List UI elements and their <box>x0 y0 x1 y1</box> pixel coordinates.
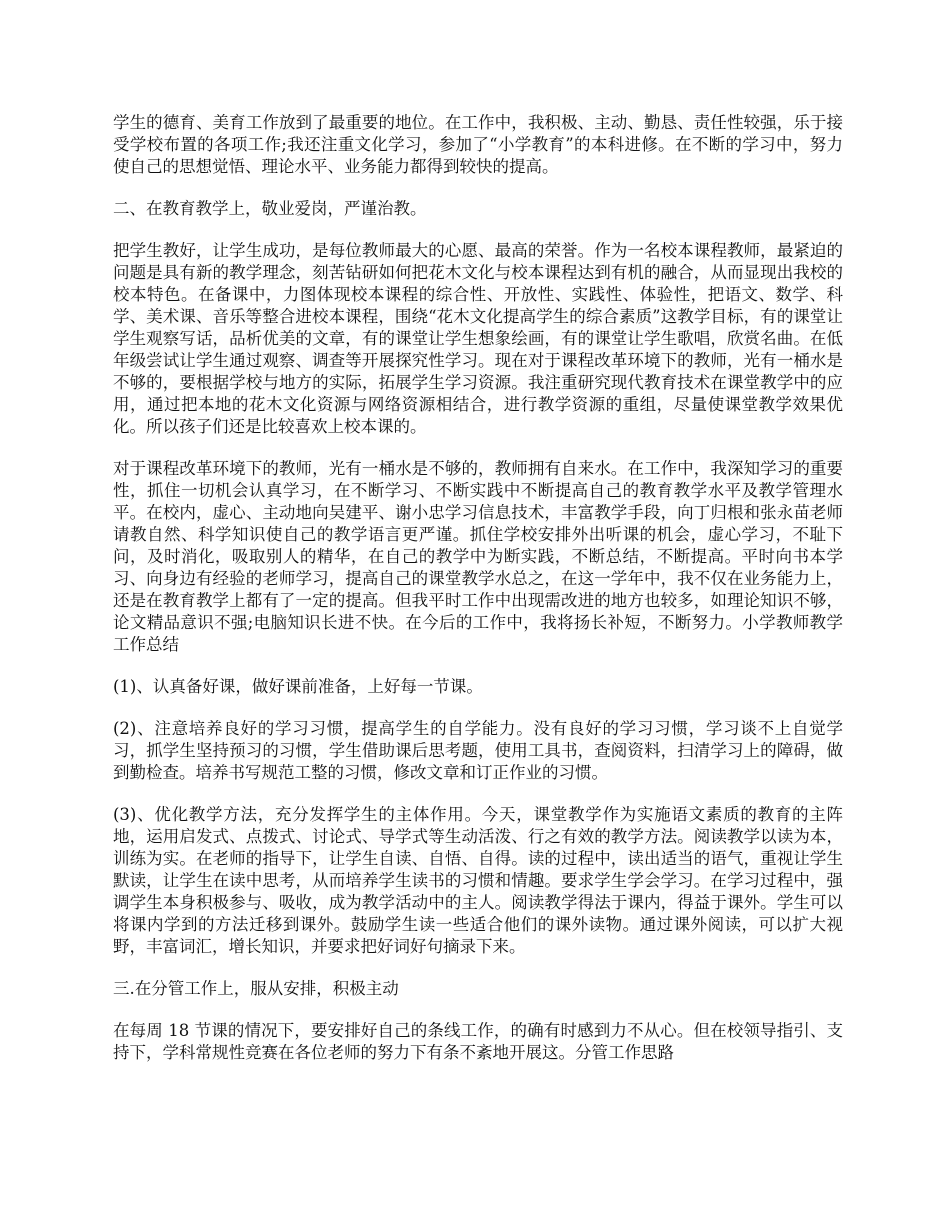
section-heading-teaching: 二、在教育教学上，敬业爱岗，严谨治教。 <box>113 199 427 218</box>
section-heading-management: 三.在分管工作上，服从安排，积极主动 <box>113 979 399 998</box>
paragraph-moral-education: 学生的德育、美育工作放到了最重要的地位。在工作中，我积极、主动、勤恳、责任性较强，乐于接受学校布置的各项工作;我还注重文化学习，参加了“小学教育”的本科进修。在不断的学习中，努力使自己的思想觉悟、理论水平、业务能力都得到较快的提高。 <box>113 113 843 176</box>
paragraph-continuous-learning: 对于课程改革环境下的教师，光有一桶水是不够的，教师拥有自来水。在工作中，我深知学习的重要性，抓住一切机会认真学习，在不断学习、不断实践中不断提高自己的教育教学水平及教学管理水平。在校内，虚心、主动地向吴建平、谢小忠学习信息技术，丰富教学手段，向丁归根和张永苗老师请教自然、科学知识使自己的教学语言更严谨。抓住学校安排外出听课的机会，虚心学习，不耻下问，及时消化，吸取别人的精华，在自己的教学中为断实践，不断总结，不断提高。平时向书本学习、向身边有经验的老师学习，提高自己的课堂教学水总之，在这一学年中，我不仅在业务能力上，还是在教育教学上都有了一定的提高。但我平时工作中出现需改进的地方也较多，如理论知识不够，论文精品意识不强;电脑知识长进不快。在今后的工作中，我将扬长补短，不断努力。小学教师教学工作总结 <box>113 459 843 654</box>
list-item-teaching-methods: (3)、优化教学方法，充分发挥学生的主体作用。今天，课堂教学作为实施语文素质的教育的主阵地，运用启发式、点拨式、讨论式、导学式等生动活泼、行之有效的教学方法。阅读教学以读为本，训练为实。在老师的指导下，让学生自读、自悟、自得。读的过程中，读出适当的语气，重视让学生默读，让学生在读中思考，从而培养学生读书的习惯和情趣。要求学生学会学习。在学习过程中，强调学生本身积极参与、吸收，成为教学活动中的主人。阅读教学得法于课内，得益于课外。学生可以将课内学到的方法迁移到课外。鼓励学生读一些适合他们的课外读物。通过课外阅读，可以扩大视野，丰富词汇，增长知识，并要求把好词好句摘录下来。 <box>113 805 843 956</box>
list-item-study-habits: (2)、注意培养良好的学习习惯，提高学生的自学能力。没有良好的学习习惯，学习谈不上自觉学习，抓学生坚持预习的习惯，学生借助课后思考题，使用工具书，查阅资料，扫清学习上的障碍，做到勤检查。培养书写规范工整的习惯，修改文章和订正作业的习惯。 <box>113 719 843 782</box>
list-item-prepare-lessons: (1)、认真备好课，做好课前准备，上好每一节课。 <box>113 677 483 696</box>
paragraph-management-work: 在每周 18 节课的情况下，要安排好自己的条线工作，的确有时感到力不从心。但在校领导指引、支持下，学科常规性竞赛在各位老师的努力下有条不紊地开展这。分管工作思路 <box>113 1021 843 1062</box>
document-page <box>113 112 843 1064</box>
paragraph-school-curriculum: 把学生教好，让学生成功，是每位教师最大的心愿、最高的荣誉。作为一名校本课程教师，最紧迫的问题是具有新的教学理念，刻苦钻研如何把花木文化与校本课程达到有机的融合，从而显现出我校的校本特色。在备课中，力图体现校本课程的综合性、开放性、实践性、体验性，把语文、数学、科学、美术课、音乐等整合进校本课程，围绕“花木文化提高学生的综合素质”这教学目标，有的课堂让学生观察写话，品析优美的文章，有的课堂让学生想象绘画，有的课堂让学生歌唱，欣赏名曲。在低年级尝试让学生通过观察、调查等开展探究性学习。现在对于课程改革环境下的教师，光有一桶水是不够的，要根据学校与地方的实际，拓展学生学习资源。我注重研究现代教育技术在课堂教学中的应用，通过把本地的花木文化资源与网络资源相结合，进行教学资源的重组，尽量使课堂教学效果优化。所以孩子们还是比较喜欢上校本课的。 <box>113 241 843 436</box>
